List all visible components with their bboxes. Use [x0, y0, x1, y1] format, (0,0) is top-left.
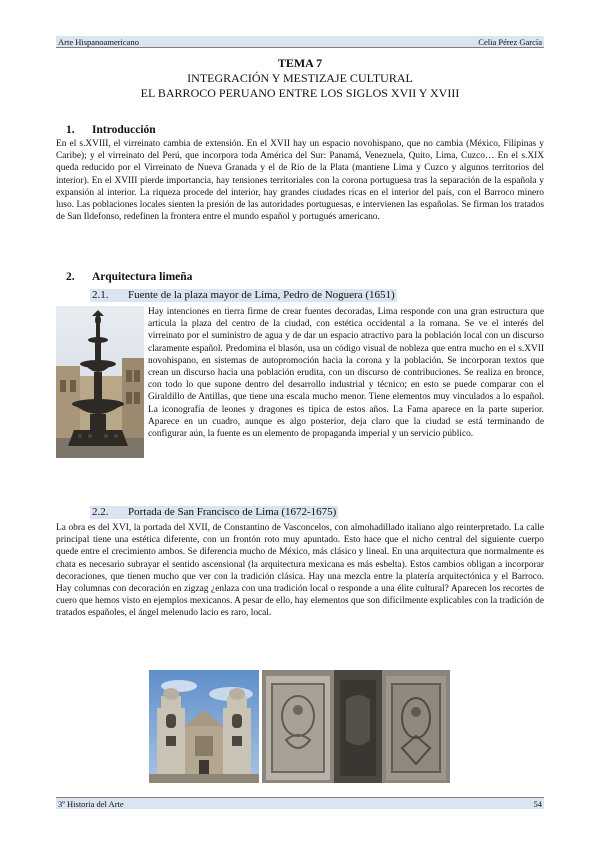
subsection-2-1-title: Fuente de la plaza mayor de Lima, Pedro de Noguera (1651) [128, 289, 395, 301]
header-author: Celia Pérez García [478, 37, 542, 47]
section-2-number: 2. [66, 271, 75, 283]
tema-title: TEMA 7 [277, 56, 323, 70]
title-block [56, 56, 544, 101]
subsection-2-1-heading [90, 289, 397, 302]
section-1-text: En el s.XVIII, el virreinato cambia de extensión. En el XVII hay un espacio novohispano, que no cambia (México, Filipinas y Caribe); y el virreinato del Perú, que incorpora toda América del Sur: Panamá, Venezuela, Quito, Lima, Cuzco… En el s.XIX queda reducido por el Virreinato de Nueva Granada y el de Río de la Plata (mantiene Lima y Cuzco y algunos territorios del interior). En el XVIII pierde importancia, hay tensiones territoriales con la corona portuguesa tras la separación de la española y expansión al interior. La riqueza procede del interior, hay grandes ciudades ricas en el interior del país, con el Barroco minero luso. Las poblaciones locales sienten la presión de las autoridades portuguesas, e intervienen las españolas. Se firman los tratados de San Ildefonso, redefinen la frontera entre el mundo español y portugués americano. [56, 139, 544, 223]
subsection-2-1-text: Hay intenciones en tierra firme de crear fuentes decoradas, Lima responde con una gran estructura que articula la plaza del centro de la ciudad, con estética occidental a la romana. Se ve el interés del virreinato por el suministro de agua y de dar un espacio atractivo para la población local con un discurso claramente español. Predomina el blasón, usa un código visual de nobleza que entra mucho en el s.XVII novohispano, en sistemas de autopromoción hacia la corona y la población. Se incorporan textos que crean un discurso hacia una población erudita, con un discurso de contribuciones. Se realiza en bronce, con todo lo que supone dentro del desarrollo industrial y técnico; en esto se puede comparar con el Giraldillo de Antillas, que tiene una escala mucho menor. Tiene elementos muy vinculados a lo español. La iconografía de leones y dragones es típica de estos años. La Fama aparece en la parte superior. Aparece en un cuadro, aunque es algo posterior, deja claro que la ciudad se está terminando de configurar aún, la fuente es un elemento de propaganda imperial y un servicio público. [148, 307, 544, 440]
section-1-title: Introducción [92, 124, 156, 136]
page-footer [56, 797, 544, 809]
header-course: Arte Hispanoamericano [58, 37, 139, 47]
section-1-number: 1. [66, 124, 75, 136]
fountain-photo [56, 306, 144, 458]
page-header [56, 36, 544, 48]
subsection-2-2-text: La obra es del XVI, la portada del XVII, de Constantino de Vasconcelos, con almohadillado italiano algo reinterpretado. La calle principal tiene una estética diferente, con un frontón roto muy apuntado. Esto hace que el nicho central del siguiente cuerpo quede entre el crecimiento ambos. Se diferencia mucho de México, más clásico y lineal. En una arquitectura que normalmente es chata es necesario subrayar el sentido ascensional (la arquitectura mexicana es más esbelta). Estos cambios obligan a incorporar decoraciones, que tienen mucho que ver con la tradición clásica. Hay una mezcla entre la platería arquitectónica y el Barroco. Hay columnas con decoración en zigzag ¿enlaza con una tradición local o responde a una élite cultural? Aparecen los recortes de cuero que hemos visto en ejemplos mexicanos. A pesar de ello, hay elementos que son difícilmente explicables con la tradición de tratados españoles, el ángel melenudo lacio es raro, local. [56, 523, 544, 619]
footer-course: 3º Historia del Arte [58, 799, 124, 809]
carvings-photo [262, 670, 450, 783]
subsection-2-2-number: 2.2. [92, 506, 109, 518]
subsection-2-2-heading [90, 506, 338, 519]
tema-subtitle-1: INTEGRACIÓN Y MESTIZAJE CULTURAL [187, 71, 413, 85]
subsection-2-1-number: 2.1. [92, 289, 109, 301]
church-photo [149, 670, 259, 783]
tema-subtitle-2: EL BARROCO PERUANO ENTRE LOS SIGLOS XVII Y XVIII [140, 86, 460, 100]
subsection-2-2-title: Portada de San Francisco de Lima (1672-1675) [128, 506, 337, 518]
section-2-title: Arquitectura limeña [92, 271, 193, 283]
page-number: 54 [533, 799, 542, 809]
